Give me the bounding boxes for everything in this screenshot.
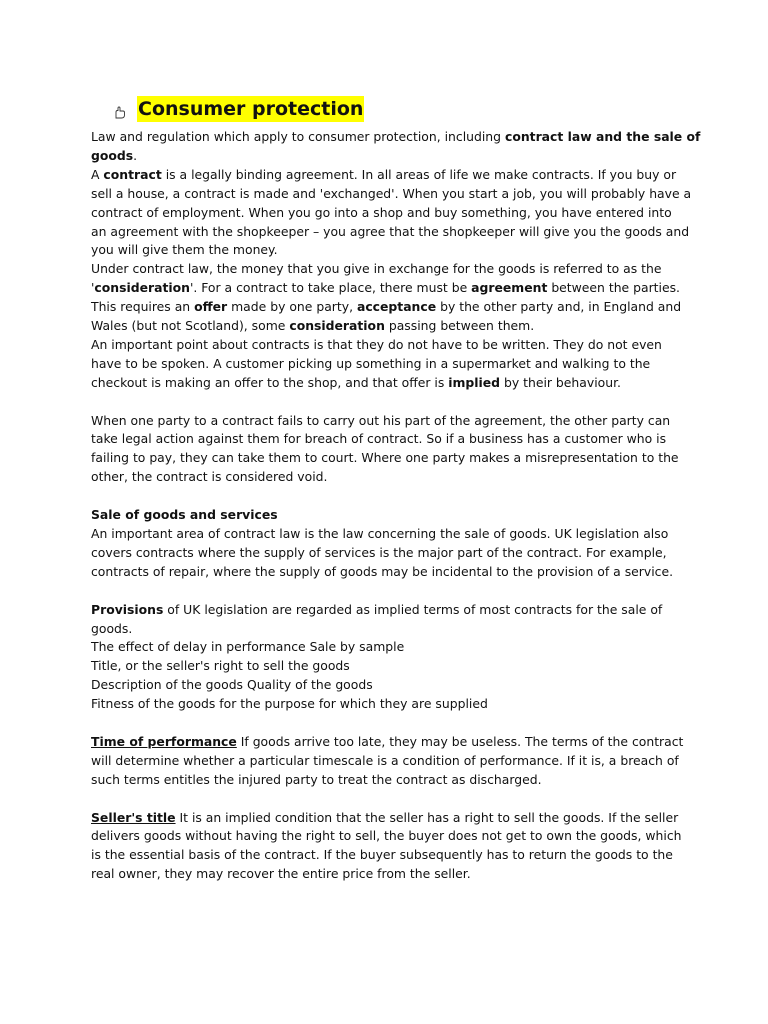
consideration-line-1: Under contract law, the money that you give in exchange for the goods is referred to as the: [91, 261, 662, 277]
breach-line-4: other, the contract is considered void.: [91, 469, 328, 485]
title-row: [113, 92, 687, 126]
paragraph-gap: [91, 714, 687, 733]
provisions-list-item: Title, or the seller's right to sell the goods: [91, 658, 350, 674]
provisions-list-item: Fitness of the goods for the purpose for which they are supplied: [91, 696, 488, 712]
time-line-2: will determine whether a particular timescale is a condition of performance. If it is, a breach of: [91, 752, 679, 768]
provisions-list-item: The effect of delay in performance Sale by sample: [91, 639, 405, 655]
title-line-4: real owner, they may recover the entire price from the seller.: [91, 866, 471, 882]
paragraph-gap: [91, 790, 687, 809]
consideration-line-2: 'consideration'. For a contract to take place, there must be agreement between the parties.: [91, 280, 680, 296]
title-line-1: Seller's title It is an implied condition that the seller has a right to sell the goods. If the seller: [91, 809, 679, 825]
breach-line-3: failing to pay, they can take them to court. Where one party makes a misrepresentation to the: [91, 450, 679, 466]
written-line-3: checkout is making an offer to the shop, and that offer is implied by their behaviour.: [91, 374, 621, 390]
time-line-3: such terms entitles the injured party to treat the contract as discharged.: [91, 771, 542, 787]
consideration-line-3: This requires an offer made by one party, acceptance by the other party and, in England and: [91, 299, 682, 315]
sale-line-2: covers contracts where the supply of services is the major part of the contract. For example,: [91, 544, 667, 560]
provisions-list-item: Description of the goods Quality of the goods: [91, 677, 373, 693]
written-line-2: have to be spoken. A customer picking up something in a supermarket and walking to the: [91, 355, 651, 371]
sale-line-3: contracts of repair, where the supply of goods may be incidental to the provision of a service.: [91, 563, 674, 579]
intro-line-1: Law and regulation which apply to consumer protection, including contract law and the sale of: [91, 129, 701, 144]
paragraph-gap: [91, 582, 687, 601]
written-line-1: An important point about contracts is that they do not have to be written. They do not even: [91, 336, 662, 352]
hand-pointer-bullet-icon: [113, 105, 127, 119]
time-line-1: Time of performance If goods arrive too late, they may be useless. The terms of the contract: [91, 733, 684, 749]
sale-line-1: An important area of contract law is the law concerning the sale of goods. UK legislation also: [91, 526, 669, 541]
breach-line-2: take legal action against them for breach of contract. So if a business has a customer who is: [91, 431, 667, 447]
contract-line-4: an agreement with the shopkeeper – you agree that the shopkeeper will give you the goods and: [91, 223, 690, 239]
provisions-line-1: Provisions of UK legislation are regarded as implied terms of most contracts for the sale of: [91, 601, 663, 617]
page-title: Consumer protection: [138, 98, 364, 120]
contract-line-1: A contract is a legally binding agreement. In all areas of life we make contracts. If you buy or: [91, 166, 677, 182]
contract-line-2: sell a house, a contract is made and 'exchanged'. When you start a job, you will probably have a: [91, 185, 692, 201]
title-line-2: delivers goods without having the right to sell, the buyer does not get to own the goods, which: [91, 828, 682, 844]
title-line-3: is the essential basis of the contract. If the buyer subsequently has to return the goods to the: [91, 847, 673, 863]
time-heading: Time of performance: [91, 733, 237, 749]
intro-line-2: goods.: [91, 147, 138, 163]
sellers-title-heading: Seller's title: [91, 809, 176, 825]
breach-line-1: When one party to a contract fails to carry out his part of the agreement, the other party can: [91, 412, 671, 428]
paragraph-gap: [91, 393, 687, 412]
provisions-line-2: goods.: [91, 620, 133, 636]
paragraph-gap: [91, 487, 687, 506]
consideration-line-4: Wales (but not Scotland), some consideration passing between them.: [91, 318, 535, 334]
sale-heading: Sale of goods and services: [91, 507, 278, 523]
contract-line-5: you will give them the money.: [91, 242, 278, 258]
document-page: [91, 92, 701, 884]
contract-line-3: contract of employment. When you go into a shop and buy something, you have entered into: [91, 204, 672, 220]
